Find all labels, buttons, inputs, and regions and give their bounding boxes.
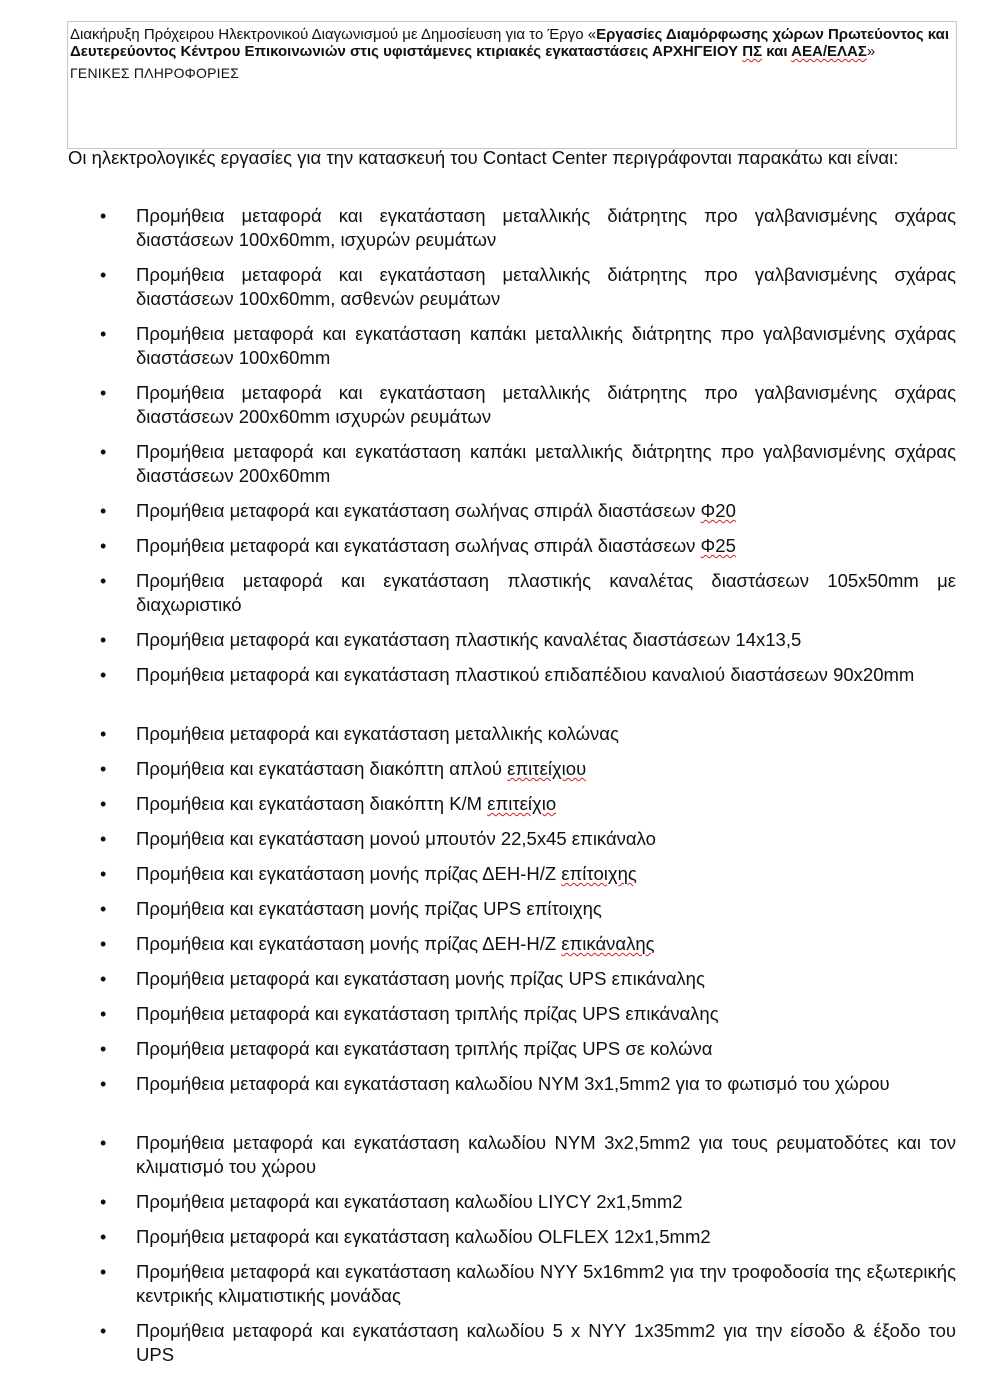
bullet-icon: • xyxy=(100,829,107,849)
bullet-icon: • xyxy=(100,501,107,521)
list-item-text: Προμήθεια μεταφορά και εγκατάσταση πλαστικής καναλέτας διαστάσεων 14x13,5 xyxy=(136,629,802,650)
spellcheck-word: Φ25 xyxy=(700,535,736,556)
bullet-icon: • xyxy=(100,265,107,285)
list-item-text: Προμήθεια και εγκατάσταση διακόπτη Κ/Μ επιτείχιο xyxy=(136,793,557,814)
bullet-icon: • xyxy=(100,1262,107,1282)
spellcheck-word-ps: ΠΣ xyxy=(742,43,763,60)
spellcheck-word: επιτείχιου xyxy=(507,758,587,779)
list-item-text: Προμήθεια μεταφορά και εγκατάσταση τριπλής πρίζας UPS επικάναλης xyxy=(136,1003,719,1024)
bullet-icon: • xyxy=(100,969,107,989)
list-item-text: Προμήθεια μεταφορά και εγκατάσταση σωλήνας σπιράλ διαστάσεων Φ20 xyxy=(136,500,736,521)
spellcheck-word: επιτείχιο xyxy=(487,793,557,814)
list-item-text: Προμήθεια μεταφορά και εγκατάσταση πλαστικής καναλέτας διαστάσεων 105x50mm με διαχωριστικό xyxy=(136,570,956,615)
list-item-text: Προμήθεια μεταφορά και εγκατάσταση μεταλλικής διάτρητης προ γαλβανισμένης σχάρας διαστάσεων 200x60mm ισχυρών ρευμάτων xyxy=(136,382,956,427)
section-subtitle: ΓΕΝΙΚΕΣ ΠΛΗΡΟΦΟΡΙΕΣ xyxy=(70,65,240,81)
list-item-text: Προμήθεια μεταφορά και εγκατάσταση σωλήνας σπιράλ διαστάσεων Φ25 xyxy=(136,535,736,556)
list-item-text: Προμήθεια μεταφορά και εγκατάσταση πλαστικού επιδαπέδιου καναλιού διαστάσεων 90x20mm xyxy=(136,664,915,685)
bullet-icon: • xyxy=(100,899,107,919)
bullet-icon: • xyxy=(100,442,107,462)
bullet-icon: • xyxy=(100,571,107,591)
list-item-text: Προμήθεια μεταφορά και εγκατάσταση μονής πρίζας UPS επικάναλης xyxy=(136,968,705,989)
bullet-icon: • xyxy=(100,1074,107,1094)
bullet-icon: • xyxy=(100,864,107,884)
intro-paragraph: Οι ηλεκτρολογικές εργασίες για την κατασκευή του Contact Center περιγράφονται παρακάτω και είναι: xyxy=(68,147,899,168)
spellcheck-word: επικάναλης xyxy=(561,933,655,954)
spellcheck-word: επίτοιχης xyxy=(561,863,637,884)
bullet-icon: • xyxy=(100,934,107,954)
bullet-icon: • xyxy=(100,1133,107,1153)
bullet-icon: • xyxy=(100,1227,107,1247)
list-item-text: Προμήθεια μεταφορά και εγκατάσταση καλωδίου OLFLEX 12x1,5mm2 xyxy=(136,1226,711,1247)
bullet-icon: • xyxy=(100,1004,107,1024)
list-item-text: Προμήθεια μεταφορά και εγκατάσταση τριπλής πρίζας UPS σε κολώνα xyxy=(136,1038,713,1059)
list-item-text: Προμήθεια και εγκατάσταση μονής πρίζας UPS επίτοιχης xyxy=(136,898,602,919)
list-item-text: Προμήθεια και εγκατάσταση μονού μπουτόν 22,5x45 επικάναλο xyxy=(136,828,656,849)
spellcheck-word-aea: ΑΕΑ/ΕΛΑΣ xyxy=(791,43,867,60)
bullet-icon: • xyxy=(100,724,107,744)
list-item-text: Προμήθεια μεταφορά και εγκατάσταση καλωδίου ΝΥΜ 3x2,5mm2 για τους ρευματοδότες και τον κλιματισμό του χώρου xyxy=(136,1132,956,1177)
bullet-icon: • xyxy=(100,794,107,814)
bullet-icon: • xyxy=(100,1321,107,1341)
list-item-text: Προμήθεια μεταφορά και εγκατάσταση καλωδίου 5 x NYY 1x35mm2 για την είσοδο & έξοδο του UPS xyxy=(136,1320,956,1365)
bullet-icon: • xyxy=(100,1039,107,1059)
list-item-text: Προμήθεια μεταφορά και εγκατάσταση καπάκι μεταλλικής διάτρητης προ γαλβανισμένης σχάρας διαστάσεων 100x60mm xyxy=(136,323,956,368)
bullet-icon: • xyxy=(100,536,107,556)
bullet-icon: • xyxy=(100,665,107,685)
title-suffix: » xyxy=(866,43,876,60)
bullet-icon: • xyxy=(100,1192,107,1212)
list-item-text: Προμήθεια μεταφορά και εγκατάσταση μεταλλικής διάτρητης προ γαλβανισμένης σχάρας διαστάσεων 100x60mm, ασθενών ρευμάτων xyxy=(136,264,956,309)
list-item-text: Προμήθεια και εγκατάσταση διακόπτη απλού επιτείχιου xyxy=(136,758,587,779)
list-item-text: Προμήθεια μεταφορά και εγκατάσταση καλωδίου LIYCY 2x1,5mm2 xyxy=(136,1191,683,1212)
list-item-text: Προμήθεια και εγκατάσταση μονής πρίζας ΔΕΗ-Η/Ζ επικάναλης xyxy=(136,933,655,954)
bullet-icon: • xyxy=(100,759,107,779)
title-prefix: Διακήρυξη Πρόχειρου Ηλεκτρονικού Διαγωνισμού με Δημοσίευση για το Έργο « xyxy=(70,26,597,43)
list-item-text: Προμήθεια μεταφορά και εγκατάσταση καλωδίου ΝΥΜ 3x1,5mm2 για το φωτισμό του χώρου xyxy=(136,1073,890,1094)
list-item-text: Προμήθεια μεταφορά και εγκατάσταση μεταλλικής διάτρητης προ γαλβανισμένης σχάρας διαστάσεων 100x60mm, ισχυρών ρευμάτων xyxy=(136,205,956,250)
bullet-icon: • xyxy=(100,324,107,344)
list-item-text: Προμήθεια μεταφορά και εγκατάσταση καλωδίου NYY 5x16mm2 για την τροφοδοσία της εξωτερικής κεντρικής κλιματιστικής μονάδας xyxy=(136,1261,956,1306)
list-item-text: Προμήθεια και εγκατάσταση μονής πρίζας ΔΕΗ-Η/Ζ επίτοιχης xyxy=(136,863,637,884)
bullet-icon: • xyxy=(100,206,107,226)
document-header-box xyxy=(67,21,957,149)
bullet-icon: • xyxy=(100,383,107,403)
list-item-text: Προμήθεια μεταφορά και εγκατάσταση καπάκι μεταλλικής διάτρητης προ γαλβανισμένης σχάρας διαστάσεων 200x60mm xyxy=(136,441,956,486)
list-item-text: Προμήθεια μεταφορά και εγκατάσταση μεταλλικής κολώνας xyxy=(136,723,619,744)
bullet-icon: • xyxy=(100,630,107,650)
title-project-name: Εργασίες Διαμόρφωσης χώρων Πρωτεύοντος και Δευτερεύοντος Κέντρου Επικοινωνιών στις υφιστάμενες κτιριακές εγκαταστάσεις ΑΡΧΗΓΕΙΟΥ ΠΣ και ΑΕΑ/ΕΛΑΣ xyxy=(70,26,950,60)
document-title xyxy=(70,26,954,60)
spellcheck-word: Φ20 xyxy=(700,500,736,521)
